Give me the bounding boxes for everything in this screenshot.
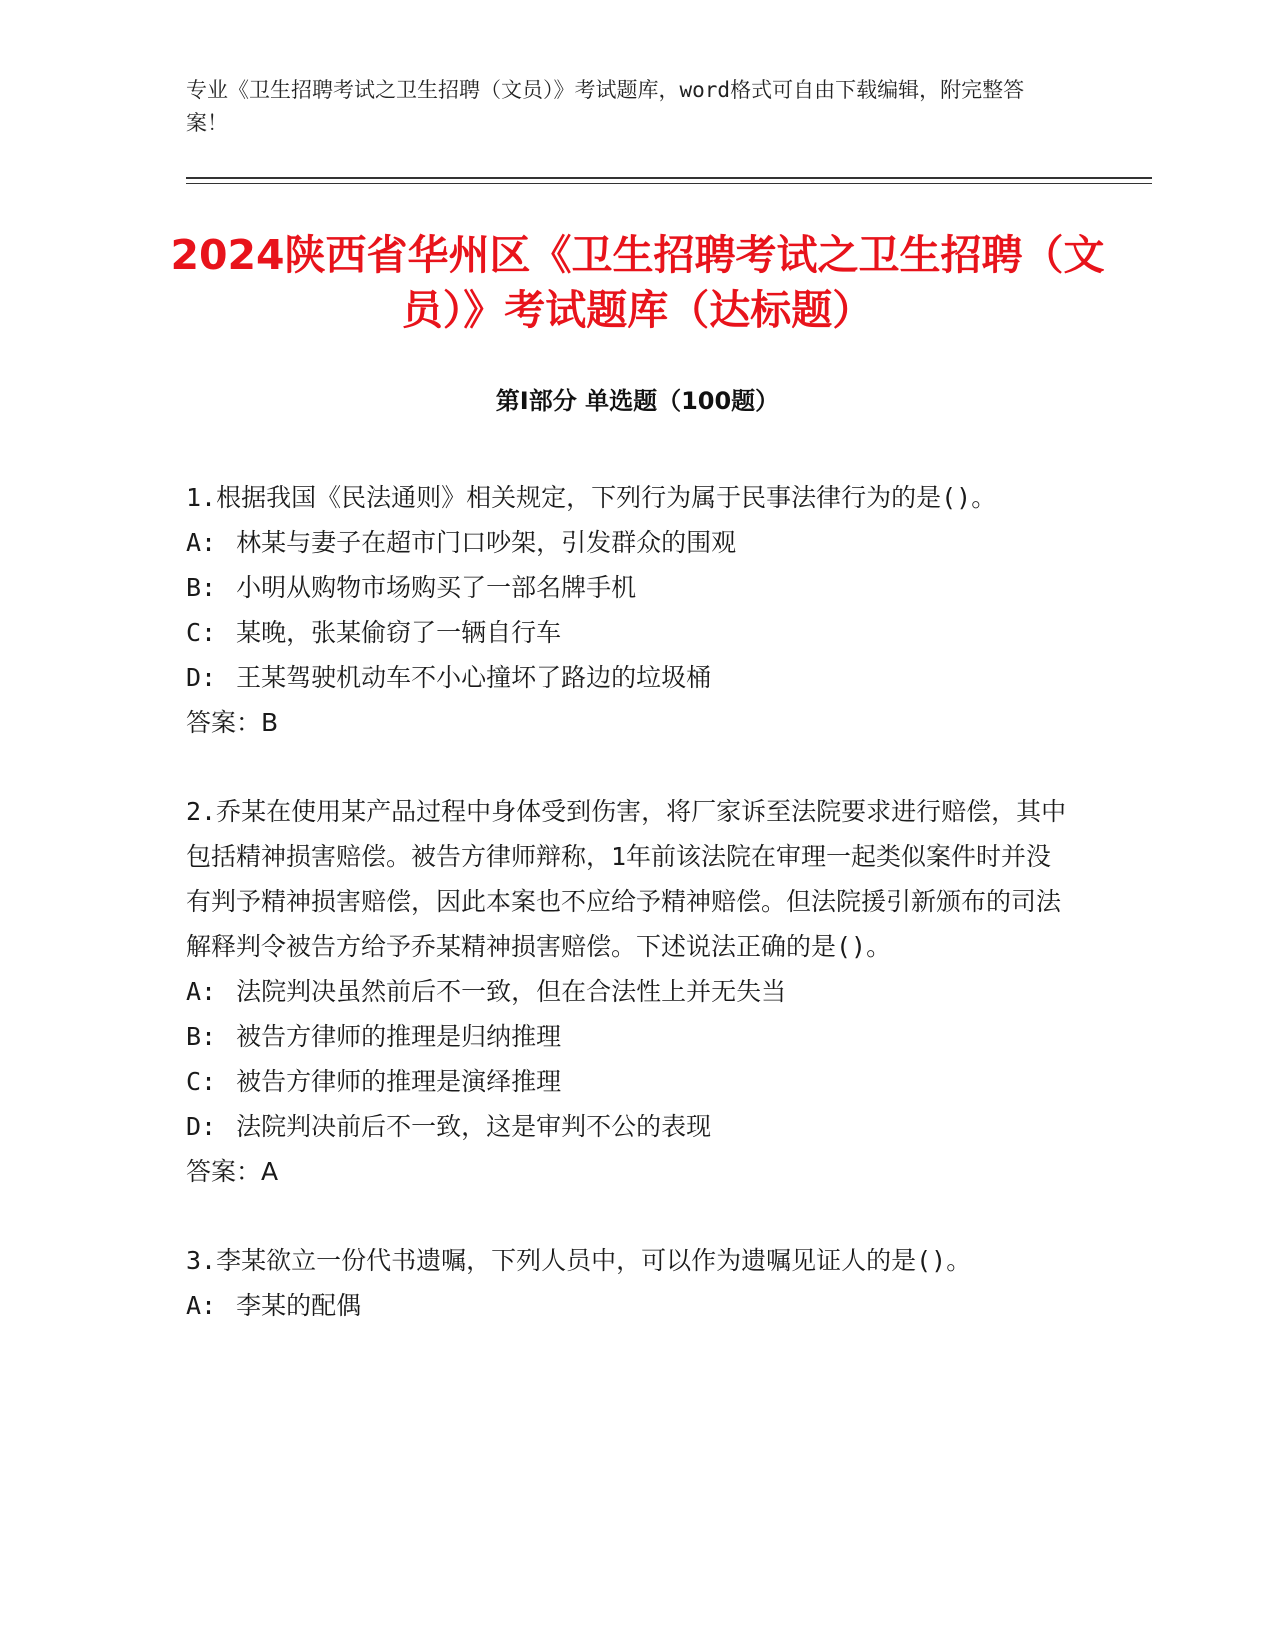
answer-option	[186, 1014, 1076, 1059]
document-title: 2024陕西省华州区《卫生招聘考试之卫生招聘（文员）》考试题库（达标题）	[170, 231, 1105, 334]
answer-key: 答案：B	[186, 708, 279, 737]
option-letter: C:	[186, 1067, 217, 1096]
option-text: 法院判决虽然前后不一致，但在合法性上并无失当	[236, 977, 787, 1006]
answer-option	[186, 1283, 1076, 1328]
option-text: 林某与妻子在超市门口吵架，引发群众的围观	[236, 528, 737, 557]
question-stem: 2.乔某在使用某产品过程中身体受到伤害，将厂家诉至法院要求进行赔偿，其中包括精神损害赔偿。被告方律师辩称，1年前该法院在审理一起类似案件时并没有判予精神损害赔偿，因此本案也不应给予精神赔偿。但法院援引新颁布的司法解释判令被告方给予乔某精神损害赔偿。下述说法正确的是()。	[186, 797, 1067, 961]
option-text: 被告方律师的推理是归纳推理	[236, 1022, 562, 1051]
option-letter: B:	[186, 1022, 217, 1051]
header-note: 专业《卫生招聘考试之卫生招聘（文员）》考试题库，word格式可自由下载编辑，附完整答案！	[186, 78, 1025, 135]
answer-option	[186, 655, 1076, 700]
question-stem: 1.根据我国《民法通则》相关规定，下列行为属于民事法律行为的是()。	[186, 483, 997, 512]
option-text: 某晚，张某偷窃了一辆自行车	[236, 618, 562, 647]
option-letter: C:	[186, 618, 217, 647]
option-letter: D:	[186, 1112, 217, 1141]
header-rule-thin	[186, 183, 1152, 184]
answer-key: 答案：A	[186, 1157, 279, 1186]
question-stem: 3.李某欲立一份代书遗嘱，下列人员中，可以作为遗嘱见证人的是()。	[186, 1246, 972, 1275]
section-heading: 第Ⅰ部分 单选题（100题）	[495, 387, 780, 415]
answer-option	[186, 565, 1076, 610]
option-text: 被告方律师的推理是演绎推理	[236, 1067, 562, 1096]
answer-option	[186, 1104, 1076, 1149]
answer-option	[186, 969, 1076, 1014]
question-item	[186, 1238, 1076, 1328]
answer-option	[186, 520, 1076, 565]
answer-option	[186, 1059, 1076, 1104]
option-text: 法院判决前后不一致，这是审判不公的表现	[236, 1112, 712, 1141]
option-letter: A:	[186, 977, 217, 1006]
question-item	[186, 789, 1076, 1194]
question-item	[186, 475, 1076, 745]
option-letter: B:	[186, 573, 217, 602]
answer-option	[186, 610, 1076, 655]
option-text: 王某驾驶机动车不小心撞坏了路边的垃圾桶	[236, 663, 712, 692]
option-text: 小明从购物市场购买了一部名牌手机	[236, 573, 637, 602]
option-text: 李某的配偶	[236, 1291, 362, 1320]
question-list	[186, 475, 1076, 1372]
header-rule	[186, 177, 1152, 179]
option-letter: A:	[186, 1291, 217, 1320]
option-letter: D:	[186, 663, 217, 692]
option-letter: A:	[186, 528, 217, 557]
